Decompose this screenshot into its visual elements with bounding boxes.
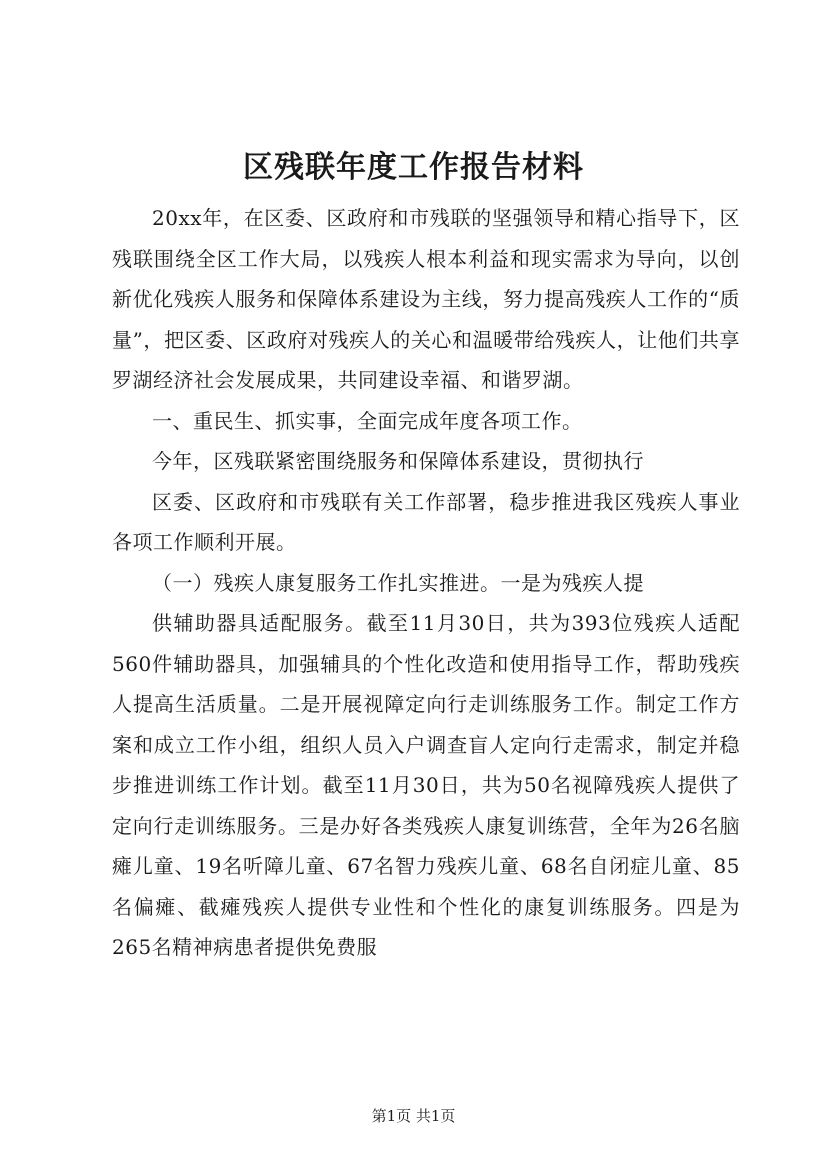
section-heading: 一、重民生、抓实事，全面完成年度各项工作。	[152, 408, 583, 433]
paragraph: 今年，区残联紧密围绕服务和保障体系建设，贯彻执行	[152, 449, 644, 473]
page-footer: 第1页 共1页	[371, 1107, 456, 1125]
paragraph: 20xx年，在区委、区政府和市残联的坚强领导和精心指导下，区残联围绕全区工作大局，以残疾人根本利益和现实需求为导向，以创新优化残疾人服务和保障体系建设为主线，努力提高残疾人工作的“质量”，把区委、区政府对残疾人的关心和温暖带给残疾人，让他们共享罗湖经济社会发展成果，共同建设幸福、和谐罗湖。	[112, 206, 740, 392]
subsection-heading: （一）残疾人康复服务工作扎实推进。一是为残疾人提	[152, 570, 644, 595]
paragraph: 区委、区政府和市残联有关工作部署，稳步推进我区残疾人事业各项工作顺利开展。	[112, 489, 740, 554]
document-body	[112, 198, 740, 968]
paragraph: 供辅助器具适配服务。截至11月30日，共为393位残疾人适配560件辅助器具，加强辅具的个性化改造和使用指导工作，帮助残疾人提高生活质量。二是开展视障定向行走训练服务工作。制定工作方案和成立工作小组，组织人员入户调查盲人定向行走需求，制定并稳步推进训练工作计划。截至11月30日，共为50名视障残疾人提供了定向行走训练服务。三是办好各类残疾人康复训练营，全年为26名脑瘫儿童、19名听障儿童、67名智力残疾儿童、68名自闭症儿童、85名偏瘫、截瘫残疾人提供专业性和个性化的康复训练服务。四是为265名精神病患者提供免费服	[112, 611, 740, 959]
document-title: 区残联年度工作报告材料	[243, 150, 584, 185]
